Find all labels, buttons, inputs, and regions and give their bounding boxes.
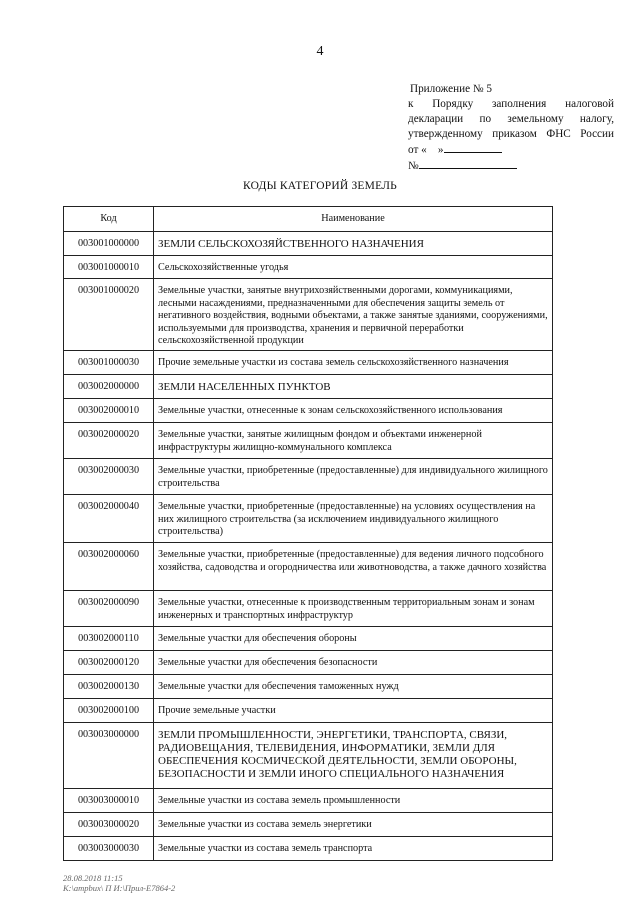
appendix-date-line (408, 142, 614, 158)
appendix-line-approved: утвержденному приказом ФНС России (408, 128, 614, 140)
row-code: 003003000020 (64, 813, 154, 837)
row-code: 003003000030 (64, 837, 154, 861)
row-name: Сельскохозяйственные угодья (154, 256, 553, 279)
table-header-row (64, 207, 553, 232)
row-name: Земельные участки из состава земель транспорта (154, 837, 553, 861)
date-blank (444, 142, 502, 153)
row-code: 003002000090 (64, 591, 154, 627)
column-header-code: Код (64, 207, 154, 232)
row-code: 003002000130 (64, 675, 154, 699)
row-code: 003002000120 (64, 651, 154, 675)
page-number: 4 (316, 44, 324, 59)
number-blank (419, 158, 517, 169)
row-code: 003001000020 (64, 279, 154, 351)
row-code: 003002000110 (64, 627, 154, 651)
table-row (64, 232, 553, 256)
document-title: КОДЫ КАТЕГОРИЙ ЗЕМЕЛЬ (243, 180, 397, 192)
table-row (64, 351, 553, 375)
table-row (64, 813, 553, 837)
table-row (64, 591, 553, 627)
table-row (64, 279, 553, 351)
date-mid: » (437, 144, 444, 156)
appendix-line-order: к Порядку заполнения налоговой (408, 98, 614, 110)
table-row (64, 399, 553, 423)
table-row (64, 423, 553, 459)
row-name: Земельные участки, отнесенные к зонам сельскохозяйственного использования (154, 399, 553, 423)
table-row (64, 837, 553, 861)
table-row (64, 651, 553, 675)
row-code: 003002000010 (64, 399, 154, 423)
table-row (64, 459, 553, 495)
row-code: 003002000020 (64, 423, 154, 459)
column-header-name: Наименование (154, 207, 553, 232)
row-name: Земельные участки, занятые внутрихозяйственными дорогами, коммуникациями, лесными насаждениями, предназначенными для обеспечения защиты земель от негативного воздействия, водными объектами, а также занятые зданиями, сооружениями, используемыми для производства, хранения и первичной переработки сельскохозяйственной продукции (154, 279, 553, 351)
appendix-title: Приложение № 5 (410, 83, 492, 95)
row-name: Земельные участки, занятые жилищным фондом и объектами инженерной инфраструктуры жилищно-коммунального комплекса (154, 423, 553, 459)
table-row (64, 699, 553, 723)
row-name: Земельные участки из состава земель энергетики (154, 813, 553, 837)
row-name: ЗЕМЛИ СЕЛЬСКОХОЗЯЙСТВЕННОГО НАЗНАЧЕНИЯ (154, 232, 553, 256)
land-category-codes-table (63, 206, 553, 861)
table-row (64, 256, 553, 279)
appendix-header (408, 82, 614, 174)
row-name: Земельные участки для обеспечения обороны (154, 627, 553, 651)
table-row (64, 627, 553, 651)
table-row (64, 789, 553, 813)
row-code: 003002000060 (64, 543, 154, 591)
row-name: Земельные участки для обеспечения безопасности (154, 651, 553, 675)
row-name: Прочие земельные участки (154, 699, 553, 723)
row-name: Земельные участки для обеспечения таможенных нужд (154, 675, 553, 699)
row-code: 003001000010 (64, 256, 154, 279)
table-row (64, 543, 553, 591)
row-code: 003003000000 (64, 723, 154, 789)
row-name: Прочие земельные участки из состава земель сельскохозяйственного назначения (154, 351, 553, 375)
table-row (64, 495, 553, 543)
row-name: ЗЕМЛИ ПРОМЫШЛЕННОСТИ, ЭНЕРГЕТИКИ, ТРАНСПОРТА, СВЯЗИ, РАДИОВЕЩАНИЯ, ТЕЛЕВИДЕНИЯ, ИНФОРМАТИКИ, ЗЕМЛИ ДЛЯ ОБЕСПЕЧЕНИЯ КОСМИЧЕСКОЙ ДЕЯТЕЛЬНОСТИ, ЗЕМЛИ ОБОРОНЫ, БЕЗОПАСНОСТИ И ЗЕМЛИ ИНОГО СПЕЦИАЛЬНОГО НАЗНАЧЕНИЯ (154, 723, 553, 789)
row-code: 003002000040 (64, 495, 154, 543)
row-code: 003002000000 (64, 375, 154, 399)
footer-file-path: К:\ampbux\ П И:\Прил-E7864-2 (63, 883, 176, 893)
row-code: 003003000010 (64, 789, 154, 813)
row-code: 003002000030 (64, 459, 154, 495)
appendix-line-declaration: декларации по земельному налогу, (408, 113, 614, 125)
date-prefix: от « (408, 144, 427, 156)
print-footer (63, 873, 175, 893)
table-row (64, 723, 553, 789)
row-code: 003001000030 (64, 351, 154, 375)
row-name: Земельные участки, отнесенные к производственным территориальным зонам и зонам инженерных и транспортных инфраструктур (154, 591, 553, 627)
row-name: Земельные участки, приобретенные (предоставленные) для индивидуального жилищного строительства (154, 459, 553, 495)
row-code: 003001000000 (64, 232, 154, 256)
number-prefix: № (408, 160, 419, 172)
row-name: Земельные участки из состава земель промышленности (154, 789, 553, 813)
row-code: 003002000100 (64, 699, 154, 723)
row-name: Земельные участки, приобретенные (предоставленные) на условиях осуществления на них жилищного строительства (за исключением индивидуального жилищного строительства) (154, 495, 553, 543)
table-row (64, 375, 553, 399)
row-name: ЗЕМЛИ НАСЕЛЕННЫХ ПУНКТОВ (154, 375, 553, 399)
row-name: Земельные участки, приобретенные (предоставленные) для ведения личного подсобного хозяйства, садоводства и огородничества или животноводства, а также дачного хозяйства (154, 543, 553, 591)
footer-timestamp: 28.08.2018 11:15 (63, 873, 123, 883)
appendix-number-line (408, 158, 614, 174)
table-row (64, 675, 553, 699)
